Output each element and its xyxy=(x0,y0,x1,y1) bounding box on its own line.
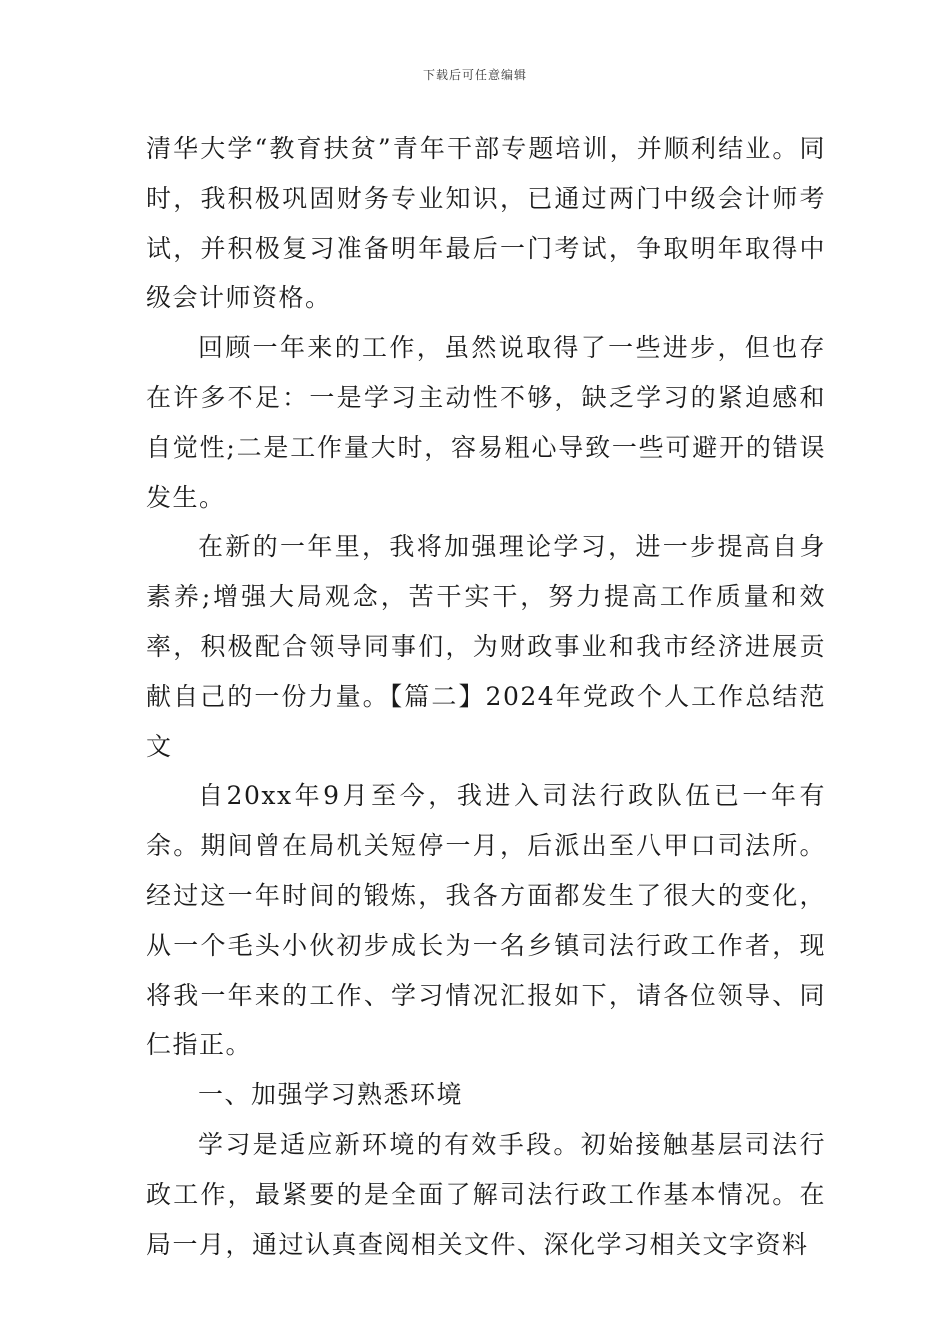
paragraph-new-year: 在新的一年里，我将加强理论学习，进一步提高自身素养;增强大局观念，苦干实干，努力提高工作质量和效率，积极配合领导同事们，为财政事业和我市经济进展贡献自己的一份力量。【篇二】2024年党政个人工作总结范文 xyxy=(146,532,826,761)
header-note: 下载后可任意编辑 xyxy=(422,68,527,82)
paragraph-study: 学习是适应新环境的有效手段。初始接触基层司法行政工作，最紧要的是全面了解司法行政工作基本情况。在局一月，通过认真查阅相关文件、深化学习相关文字资料 xyxy=(146,1129,826,1259)
paragraph-continued: 清华大学“教育扶贫”青年干部专题培训，并顺利结业。同时，我积极巩固财务专业知识，已通过两门中级会计师考试，并积极复习准备明年最后一门考试，争取明年取得中级会计师资格。 xyxy=(146,134,826,313)
section-heading: 一、加强学习熟悉环境 xyxy=(198,1080,464,1110)
paragraph-intro: 自20xx年9月至今，我进入司法行政队伍已一年有余。期间曾在局机关短停一月，后派出至八甲口司法所。经过这一年时间的锻炼，我各方面都发生了很大的变化，从一个毛头小伙初步成长为一名乡镇司法行政工作者，现将我一年来的工作、学习情况汇报如下，请各位领导、同仁指正。 xyxy=(146,781,826,1060)
document-body xyxy=(146,124,826,1269)
paragraph-review: 回顾一年来的工作，虽然说取得了一些进步，但也存在许多不足：一是学习主动性不够，缺乏学习的紧迫感和自觉性;二是工作量大时，容易粗心导致一些可避开的错误发生。 xyxy=(146,333,826,512)
